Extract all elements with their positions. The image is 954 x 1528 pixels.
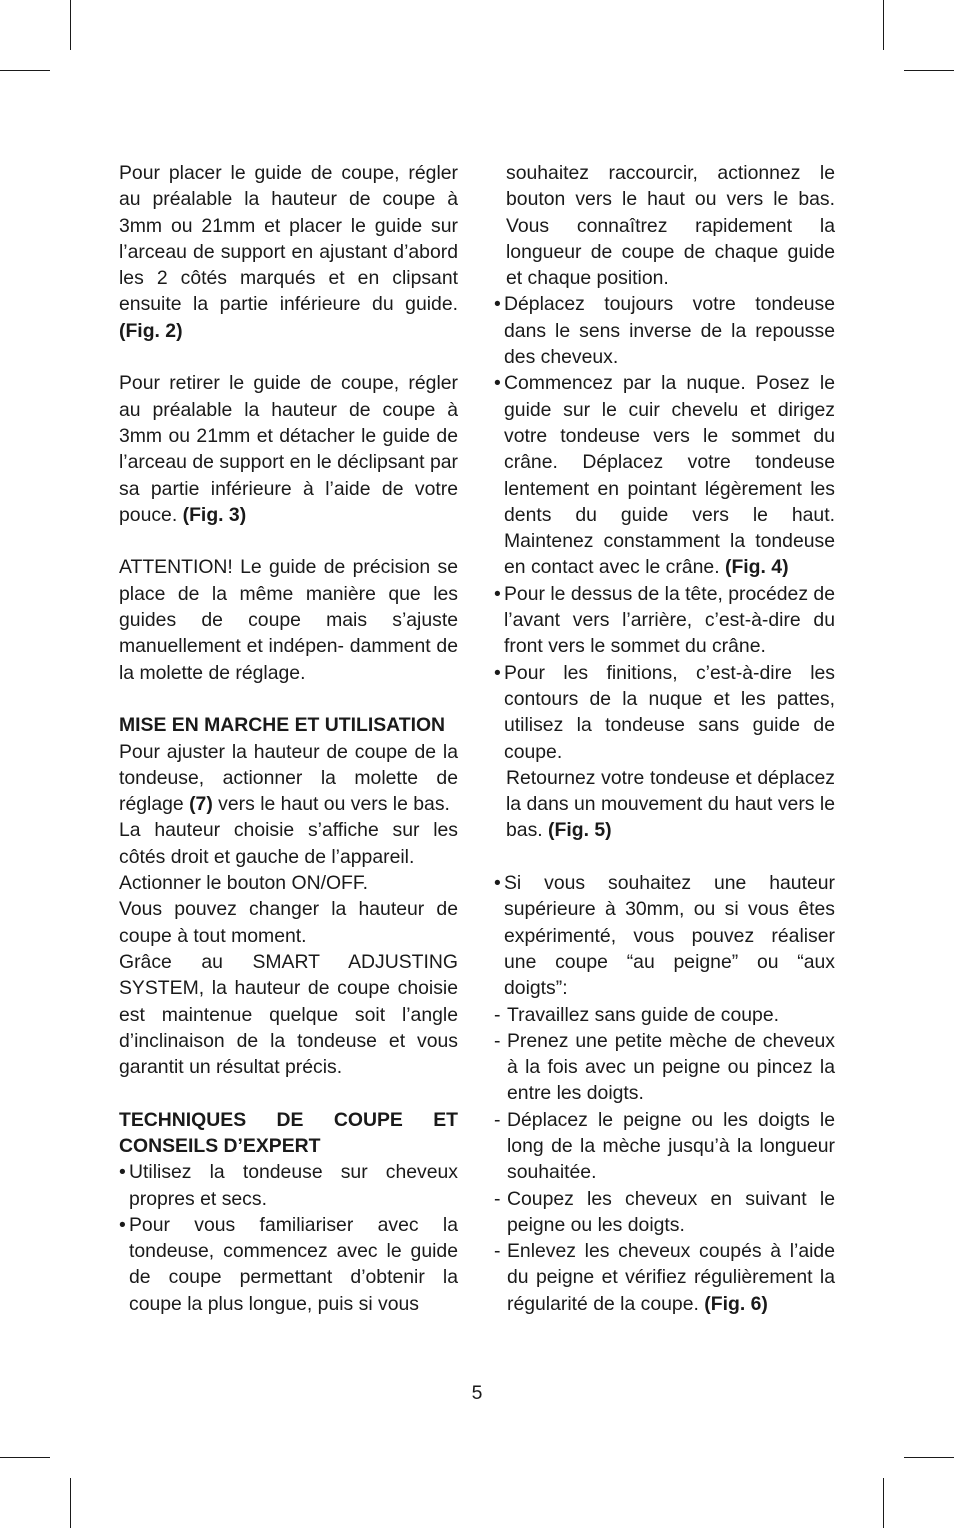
- crop-mark-top-left-vertical: [70, 0, 71, 50]
- paragraph-place-guide: [119, 160, 458, 344]
- list-item-text: Coupez les cheveux en suivant le peigne ou les doigts.: [507, 1187, 835, 1236]
- crop-mark-bottom-left-horizontal: [0, 1457, 50, 1458]
- list-item-continuation: [494, 765, 835, 844]
- dash-list-item: [494, 1186, 835, 1239]
- right-column: [494, 160, 835, 1317]
- spacer: [119, 686, 458, 712]
- paragraph-attention: ATTENTION! Le guide de précision se place de la même manière que les guides de coupe mais s’ajuste manuellement et indépen- damment de la molette de réglage.: [119, 556, 458, 684]
- list-item-text: Déplacez le peigne ou les doigts le long de la mèche jusqu’à la longueur souhaitée.: [507, 1108, 835, 1184]
- list-item-text: Si vous souhaitez une hauteur supérieure à 30mm, ou si vous êtes expérimenté, vous pouvez réaliser une coupe “au peigne” ou “aux doigts”:: [504, 872, 835, 1000]
- list-item-text: Enlevez les cheveux coupés à l’aide du peigne et vérifiez régulièrement la régularité de la coupe.: [507, 1240, 835, 1315]
- figure-reference: (Fig. 6): [704, 1292, 768, 1315]
- bullet-marker: •: [494, 661, 501, 684]
- bullet-marker: •: [494, 372, 501, 395]
- spacer: [119, 528, 458, 554]
- section-heading: TECHNIQUES DE COUPE ET CONSEILS D’EXPERT: [119, 1108, 458, 1157]
- bullet-marker: •: [494, 582, 501, 605]
- spacer: [119, 344, 458, 370]
- list-item-continuation: souhaitez raccourcir, actionnez le bouton vers le haut ou vers le bas. Vous connaîtrez rapidement la longueur de coupe de chaque guide et chaque position.: [506, 162, 835, 290]
- paragraph-text: Pour ajuster la hauteur de coupe de la tondeuse, actionner la molette de réglage: [119, 740, 458, 816]
- section-heading: MISE EN MARCHE ET UTILISATION: [119, 714, 446, 737]
- list-item-text: Utilisez la tondeuse sur cheveux propres et secs.: [129, 1161, 458, 1210]
- figure-reference: (Fig. 2): [119, 319, 183, 342]
- paragraph-remove-guide: [119, 370, 458, 528]
- crop-mark-top-right-horizontal: [904, 70, 954, 71]
- list-item: [494, 660, 835, 765]
- list-item-text: Pour vous familiariser avec la tondeuse, commencez avec le guide de coupe permettant d’obtenir la coupe la plus longue, puis si vous: [129, 1213, 458, 1315]
- dash-list-item: [494, 1028, 835, 1107]
- figure-reference: (Fig. 5): [548, 819, 612, 842]
- list-item-text: Travaillez sans guide de coupe.: [507, 1003, 779, 1026]
- dash-marker: -: [494, 1108, 501, 1131]
- list-item: [119, 1159, 458, 1212]
- paragraph-text: vers le haut ou vers le bas.: [218, 793, 450, 816]
- spacer: [119, 1080, 458, 1106]
- part-reference: (7): [189, 793, 213, 816]
- list-item-text: Pour le dessus de la tête, procédez de l’avant vers l’arrière, c’est-à-dire du front vers le sommet du crâne.: [504, 582, 835, 658]
- figure-reference: (Fig. 4): [724, 556, 789, 579]
- paragraph-change-height: Vous pouvez changer la hauteur de coupe à tout moment.: [119, 898, 458, 947]
- bullet-marker: •: [119, 1213, 126, 1236]
- dash-marker: -: [494, 1187, 501, 1210]
- list-item-text: Pour les finitions, c’est-à-dire les contours de la nuque et les pattes, utilisez la tondeuse sans guide de coupe.: [504, 661, 835, 763]
- dash-marker: -: [494, 1003, 501, 1026]
- paragraph-height-display: La hauteur choisie s’affiche sur les côtés droit et gauche de l’appareil.: [119, 819, 458, 868]
- list-item: [494, 581, 835, 660]
- figure-reference: (Fig. 3): [182, 503, 247, 526]
- list-item-text: Prenez une petite mèche de cheveux à la fois avec un peigne ou pincez la entre les doigts.: [507, 1029, 835, 1105]
- crop-mark-bottom-right-vertical: [883, 1478, 884, 1528]
- bullet-marker: •: [494, 872, 501, 895]
- crop-mark-bottom-left-vertical: [70, 1478, 71, 1528]
- crop-mark-bottom-right-horizontal: [904, 1457, 954, 1458]
- paragraph-adjust-height: [119, 739, 458, 818]
- page-number: 5: [471, 1382, 483, 1404]
- dash-list-item: [494, 1238, 835, 1317]
- dash-list-item: [494, 1107, 835, 1186]
- paragraph-smart-adjusting: Grâce au SMART ADJUSTING SYSTEM, la hauteur de coupe choisie est maintenue quelque soit l’angle d’inclinaison de la tondeuse et vous garantit un résultat précis.: [119, 950, 458, 1079]
- list-item: [119, 1212, 458, 1317]
- bullet-marker: •: [494, 293, 501, 316]
- paragraph-on-off: Actionner le bouton ON/OFF.: [119, 872, 368, 895]
- spacer: [494, 844, 835, 870]
- bullet-marker: •: [119, 1161, 126, 1184]
- list-item: [494, 870, 835, 1001]
- list-item-text: Déplacez toujours votre tondeuse dans le sens inverse de la repousse des cheveux.: [504, 293, 835, 369]
- list-item-text: Commencez par la nuque. Posez le guide sur le cuir chevelu et dirigez votre tondeuse vers le sommet du crâne. Déplacez votre tondeuse lentement en pointant légèrement les dents du guide vers le haut. Maintenez constamment la tondeuse en contact avec le crâne.: [504, 372, 835, 579]
- left-column: [119, 160, 458, 1317]
- paragraph-text: Pour retirer le guide de coupe, régler au préalable la hauteur de coupe à 3mm ou 21mm et détacher le guide de l’arceau de support en le déclipsant par sa partie inférieure à l’aide de votre pouce.: [119, 372, 458, 526]
- crop-mark-top-left-horizontal: [0, 70, 50, 71]
- dash-list-item: [494, 1002, 835, 1028]
- list-item: [494, 291, 835, 370]
- list-item: [494, 370, 835, 580]
- paragraph-text: Retournez votre tondeuse et déplacez la dans un mouvement du haut vers le bas.: [506, 766, 835, 842]
- dash-marker: -: [494, 1029, 501, 1052]
- crop-mark-top-right-vertical: [883, 0, 884, 50]
- dash-marker: -: [494, 1240, 501, 1263]
- paragraph-text: Pour placer le guide de coupe, régler au préalable la hauteur de coupe à 3mm ou 21mm et placer le guide sur l’arceau de support en ajustant d’abord les 2 côtés marqués et en clipsant ensuite la partie inférieure du guide.: [119, 162, 458, 316]
